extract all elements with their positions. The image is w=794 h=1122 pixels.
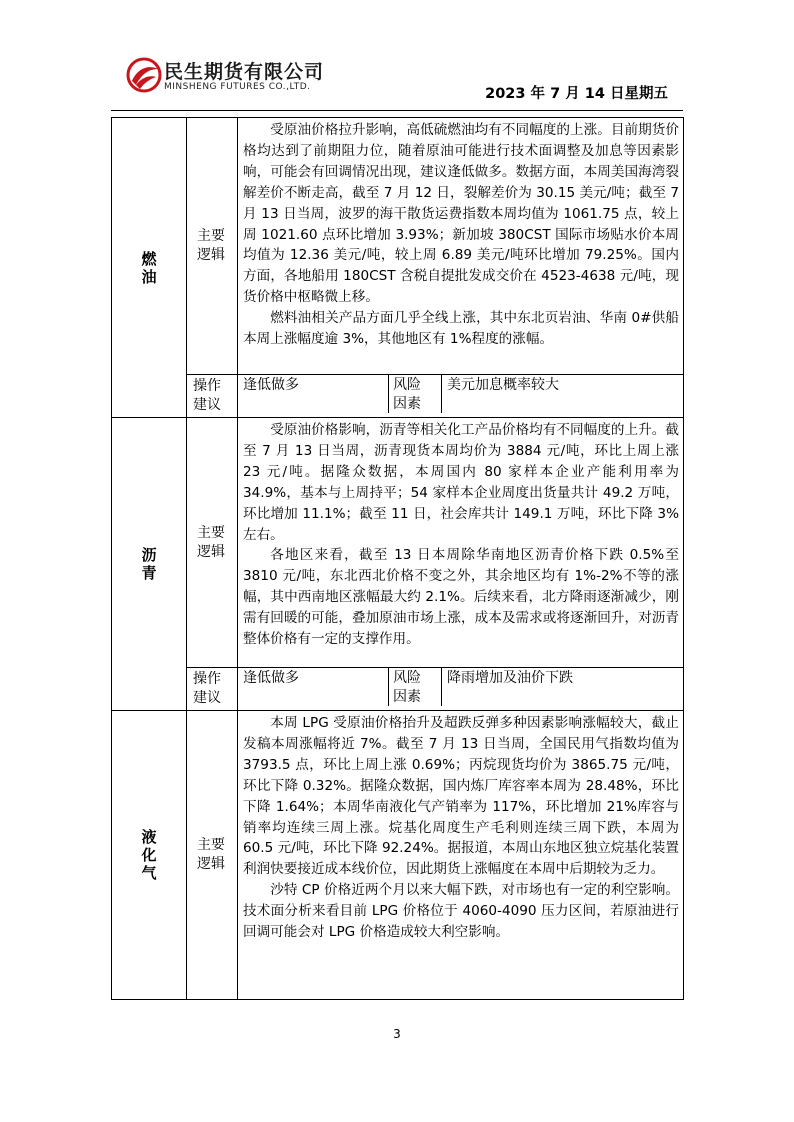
paragraph: 沙特 CP 价格近两个月以来大幅下跌，对市场也有一定的利空影响。技术面分析来看目前 LPG 价格位于 4060-4090 压力区间，若原油进行回调可能会对 LPG 价格造成较大利空影响。 xyxy=(243,882,679,941)
logic-text xyxy=(238,711,684,1000)
company-name-en: MINSHENG FUTURES CO.,LTD. xyxy=(164,82,311,92)
section-asphalt-advice-row xyxy=(112,668,684,711)
product-name: 沥青 xyxy=(141,546,157,582)
logic-label xyxy=(187,118,238,375)
advice-label xyxy=(187,668,238,711)
company-name-cn: 民生期货有限公司 xyxy=(164,61,325,83)
logic-text xyxy=(238,118,684,375)
advice-label xyxy=(187,375,238,418)
commodity-table xyxy=(111,117,684,1000)
advice-risk-cell xyxy=(238,668,684,711)
risk-label xyxy=(389,375,442,413)
header-divider xyxy=(111,110,683,111)
section-asphalt-logic-row xyxy=(112,418,684,668)
product-cell xyxy=(112,118,187,418)
logic-label xyxy=(187,418,238,668)
product-cell xyxy=(112,418,187,711)
product-cell xyxy=(112,711,187,1000)
minsheng-logo-icon xyxy=(126,57,162,93)
logic-label-text: 主要逻辑 xyxy=(197,228,225,263)
risk-label-text: 风险因素 xyxy=(393,377,421,412)
paragraph: 各地区来看，截至 13 日本周除华南地区沥青价格下跌 0.5%至 3810 元/吨，东北西北价格不变之外，其余地区均有 1%-2%不等的涨幅，其中西南地区涨幅最大约 2.1%。后续来看，北方降雨逐渐减少，刚需有回暖的可能，叠加原油市场上涨，成本及需求或将逐渐回升，对沥青整体价格有一定的支撑作用。 xyxy=(243,547,679,648)
report-date: 2023 年 7 月 14 日星期五 xyxy=(485,86,668,102)
logic-label-text: 主要逻辑 xyxy=(197,524,225,560)
logic-label-text: 主要逻辑 xyxy=(197,837,225,872)
paragraph: 本周 LPG 受原油价格抬升及超跌反弹多种因素影响涨幅较大，截止发稿本周涨幅将近 7%。截至 7 月 13 日当周，全国民用气指数均值为 3793.5 点，环比上周上涨 0.69%；丙烷现货均价为 3865.75 元/吨，环比下降 0.32%。据隆众数据，国内炼厂库容率本周为 28.48%，环比下降 1.64%；本周华南液化气产销率为 117%，环比增加 21%库容与销率均连续三周上涨。烷基化周度生产毛利则连续三周下跌，本周为 60.5 元/吨，环比下降 92.24%。据报道，本周山东地区独立烷基化装置利润快要接近成本线价位，因此期货上涨幅度在本周中后期较为乏力。 xyxy=(243,715,679,878)
logic-label xyxy=(187,711,238,1000)
section-fuel-oil-advice-row xyxy=(112,375,684,418)
risk-label-text: 风险因素 xyxy=(393,670,421,705)
advice-value: 逢低做多 xyxy=(238,668,389,706)
advice-label-text: 操作建议 xyxy=(193,671,221,706)
advice-value: 逢低做多 xyxy=(238,375,389,413)
section-lpg-logic-row xyxy=(112,711,684,1000)
risk-label xyxy=(389,668,442,706)
company-logo xyxy=(126,55,366,101)
advice-risk-cell xyxy=(238,375,684,418)
section-fuel-oil-logic-row xyxy=(112,118,684,375)
paragraph: 受原油价格拉升影响，高低硫燃油均有不同幅度的上涨。目前期货价格均达到了前期阻力位，随着原油可能进行技术面调整及加息等因素影响，可能会有回调情况出现，建议逢低做多。数据方面，本周美国海湾裂解差价不断走高，截至 7 月 12 日，裂解差价为 30.15 美元/吨；截至 7 月 13 日当周，波罗的海干散货运费指数本周均值为 1061.75 点，较上周 1021.60 点环比增加 3.93%；新加坡 380CST 国际市场贴水价本周均值为 12.36 美元/吨，较上周 6.89 美元/吨环比增加 79.25%。国内方面，各地船用 180CST 含税自提批发成交价在 4523-4638 元/吨，现货价格中枢略微上移。 xyxy=(243,122,679,306)
page-number: 3 xyxy=(393,1027,401,1041)
advice-label-text: 操作建议 xyxy=(193,378,221,413)
paragraph: 受原油价格影响，沥青等相关化工产品价格均有不同幅度的上升。截至 7 月 13 日当周，沥青现货本周均价为 3884 元/吨，环比上周上涨 23 元/吨。据隆众数据，本周国内 80 家样本企业产能利用率为 34.9%，基本与上周持平；54 家样本企业周度出货量共计 49.2 万吨，环比增加 11.1%；截至 11 日，社会库共计 149.1 万吨，环比下降 3%左右。 xyxy=(243,422,679,543)
product-name: 燃油 xyxy=(141,249,157,286)
logic-text xyxy=(238,418,684,668)
product-name: 液化气 xyxy=(141,828,157,882)
risk-value: 美元加息概率较大 xyxy=(447,377,559,393)
paragraph: 燃料油相关产品方面几乎全线上涨，其中东北页岩油、华南 0#供船本周上涨幅度逾 3%，其他地区有 1%程度的涨幅。 xyxy=(243,310,679,348)
risk-value: 降雨增加及油价下跌 xyxy=(447,670,573,686)
